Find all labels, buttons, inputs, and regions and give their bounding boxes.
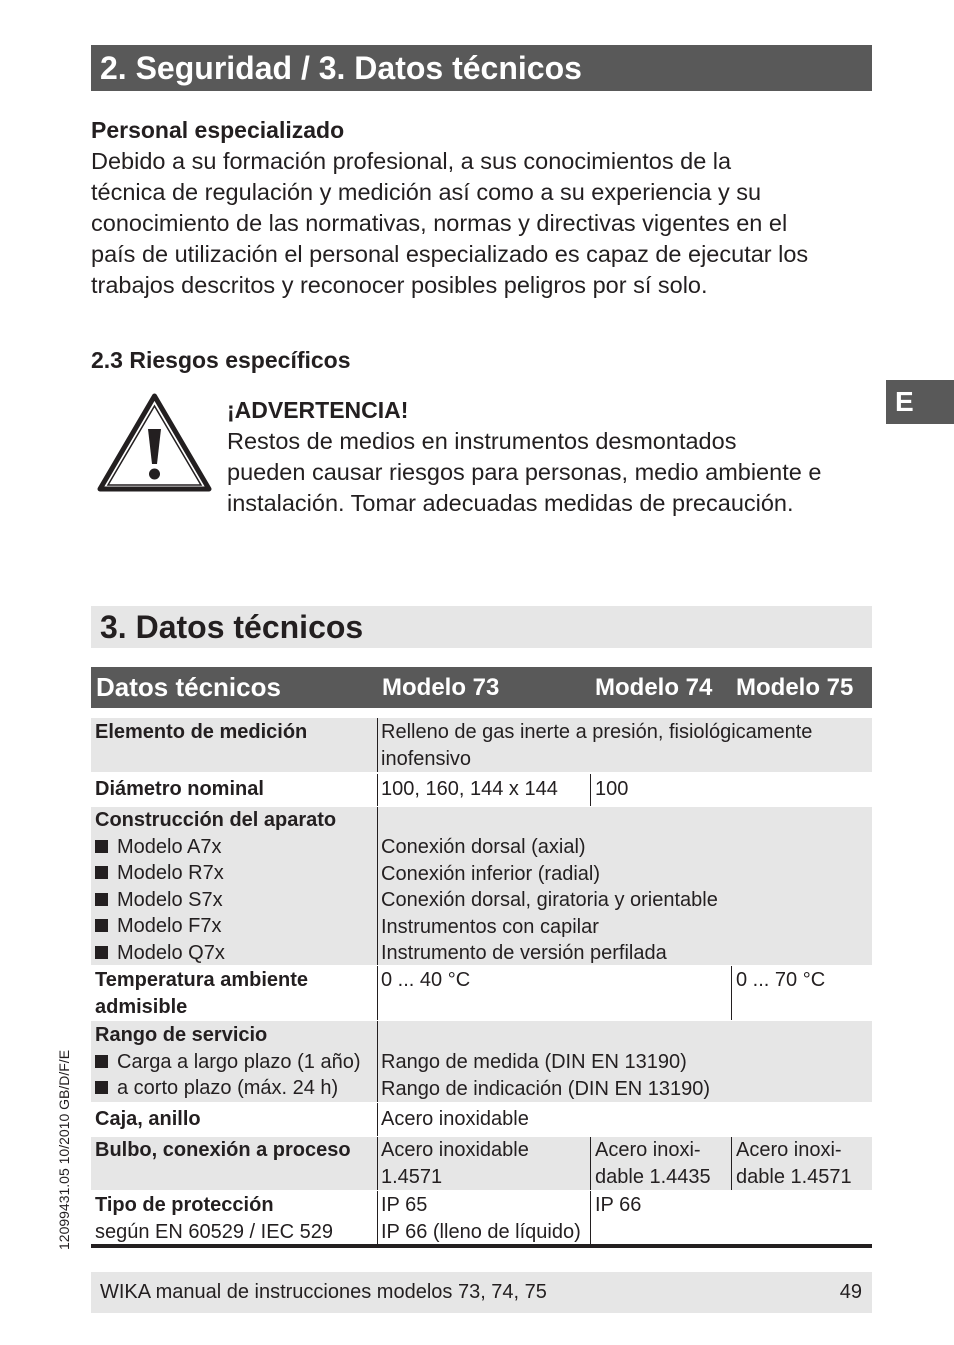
paragraph-line: conocimiento de las normativas, normas y directivas vigentes en el xyxy=(91,210,788,236)
value-line: Instrumento de versión perfilada xyxy=(381,942,667,964)
value-line: Rango de indicación (DIN EN 13190) xyxy=(381,1077,711,1100)
table-row xyxy=(91,718,872,772)
paragraph-line: técnica de regulación y medición así como a su experiencia y su xyxy=(91,179,762,205)
row-value: 100 xyxy=(595,778,629,800)
list-item xyxy=(95,1049,360,1076)
paragraph-line: Debido a su formación profesional, a sus conocimientos de la xyxy=(91,148,732,174)
value-line: Instrumentos con capilar xyxy=(381,915,599,938)
bullet-square-icon xyxy=(95,919,108,932)
section-heading-risks: 2.3 Riesgos específicos xyxy=(91,347,351,373)
row-label-text: Construcción del aparato xyxy=(95,809,337,831)
column-divider xyxy=(377,774,378,806)
page-number: 49 xyxy=(839,1281,862,1303)
bullet-square-icon xyxy=(95,840,108,853)
page-title: 2. Seguridad / 3. Datos técnicos xyxy=(91,45,872,91)
row-value xyxy=(736,1137,852,1190)
warning-triangle-icon xyxy=(97,393,212,493)
value-line: Conexión dorsal (axial) xyxy=(381,836,586,858)
header-datos-tecnicos: Datos técnicos xyxy=(96,672,281,702)
value-line: Acero inoxi- xyxy=(595,1139,701,1161)
row-label xyxy=(95,776,264,803)
table-row xyxy=(91,1021,872,1102)
value-line: 1.4571 xyxy=(381,1165,443,1188)
column-divider xyxy=(377,1137,378,1190)
list-item-text: Modelo Q7x xyxy=(117,941,225,964)
value-line: Conexión inferior (radial) xyxy=(381,862,600,885)
list-item xyxy=(95,834,336,861)
column-divider xyxy=(731,966,732,1020)
list-item-text: a corto plazo (máx. 24 h) xyxy=(117,1077,339,1099)
bullet-square-icon xyxy=(95,893,108,906)
warning-line: instalación. Tomar adecuadas medidas de precaución. xyxy=(227,490,794,516)
bullet-square-icon xyxy=(95,1081,108,1094)
row-value xyxy=(595,1137,711,1190)
list-item xyxy=(95,913,336,940)
column-divider xyxy=(377,1191,378,1244)
list-item xyxy=(95,887,336,914)
footer-text: WIKA manual de instrucciones modelos 73, 74, 75 xyxy=(100,1281,547,1303)
row-value: 0 ... 70 °C xyxy=(736,969,826,991)
row-label-text: Rango de servicio xyxy=(95,1024,268,1046)
table-row xyxy=(91,1137,872,1190)
language-tab: E xyxy=(886,380,954,424)
value-line: Rango de medida (DIN EN 13190) xyxy=(381,1051,687,1073)
list-item xyxy=(95,1075,360,1102)
list-item-text: Modelo R7x xyxy=(117,862,224,884)
column-divider xyxy=(377,718,378,772)
value-line: inofensivo xyxy=(381,747,472,770)
column-divider xyxy=(731,1137,732,1190)
table-row xyxy=(91,1103,872,1136)
footer xyxy=(91,1272,872,1313)
paragraph-line: trabajos descritos y reconocer posibles peligros por sí solo. xyxy=(91,272,708,298)
column-divider xyxy=(590,1191,591,1244)
column-divider xyxy=(377,1021,378,1102)
row-value: 100, 160, 144 x 144 xyxy=(381,778,558,800)
row-label xyxy=(95,807,336,966)
row-label-text: Tipo de protección xyxy=(95,1194,274,1216)
list-item-text: Modelo A7x xyxy=(117,835,222,858)
column-divider xyxy=(590,1137,591,1190)
row-label xyxy=(95,1022,360,1102)
document-code: 12099431.05 10/2010 GB/D/F/E xyxy=(56,1049,72,1250)
row-label-text: Temperatura ambiente xyxy=(95,969,309,991)
list-item-text: Modelo S7x xyxy=(117,888,223,911)
section-heading-personal: Personal especializado xyxy=(91,117,345,143)
row-value xyxy=(381,1192,581,1245)
column-divider xyxy=(377,807,378,965)
column-divider xyxy=(377,1103,378,1136)
warning-title: ¡ADVERTENCIA! xyxy=(227,397,409,423)
value-line: dable 1.4435 xyxy=(595,1165,711,1188)
list-item xyxy=(95,940,336,967)
list-item-text: Carga a largo plazo (1 año) xyxy=(117,1050,361,1073)
row-label-text: Diámetro nominal xyxy=(95,778,264,800)
row-label xyxy=(95,1137,351,1164)
bullet-square-icon xyxy=(95,866,108,879)
row-label xyxy=(95,719,307,746)
personal-paragraph xyxy=(91,146,881,301)
row-label xyxy=(95,967,308,1020)
list-item-text: Modelo F7x xyxy=(117,915,222,937)
table-bottom-rule xyxy=(91,1244,872,1248)
bullet-square-icon xyxy=(95,946,108,959)
row-value: IP 66 xyxy=(595,1194,642,1216)
value-line: Conexión dorsal, giratoria y orientable xyxy=(381,889,718,911)
section-heading-tech: 3. Datos técnicos xyxy=(91,606,872,648)
row-label xyxy=(95,1192,333,1245)
header-modelo-74: Modelo 74 xyxy=(595,674,713,701)
warning-line: Restos de medios en instrumentos desmontados xyxy=(227,428,737,454)
table-header xyxy=(91,667,872,708)
row-value xyxy=(381,1049,710,1102)
row-value xyxy=(381,719,812,772)
value-line: Acero inoxidable xyxy=(381,1139,529,1161)
header-modelo-73: Modelo 73 xyxy=(382,674,500,701)
row-sublabel: según EN 60529 / IEC 529 xyxy=(95,1220,333,1243)
row-value xyxy=(381,1137,529,1190)
warning-line: pueden causar riesgos para personas, medio ambiente e xyxy=(227,459,822,485)
table-row xyxy=(91,774,872,806)
row-value: 0 ... 40 °C xyxy=(381,969,471,991)
value-line: IP 65 xyxy=(381,1194,428,1216)
row-label-text: Caja, anillo xyxy=(95,1108,201,1130)
list-item xyxy=(95,860,336,887)
value-line: Relleno de gas inerte a presión, fisiológicamente xyxy=(381,721,813,743)
value-line: dable 1.4571 xyxy=(736,1165,852,1188)
table-row xyxy=(91,807,872,965)
row-label xyxy=(95,1106,201,1133)
header-modelo-75: Modelo 75 xyxy=(736,674,854,701)
bullet-square-icon xyxy=(95,1055,108,1068)
warning-text xyxy=(227,426,877,519)
row-value xyxy=(381,834,718,967)
table-row xyxy=(91,966,872,1020)
row-label-text: Elemento de medición xyxy=(95,721,308,743)
column-divider xyxy=(377,966,378,1020)
row-label-text: Bulbo, conexión a proceso xyxy=(95,1139,351,1161)
row-label-text: admisible xyxy=(95,995,188,1018)
paragraph-line: país de utilización el personal especializado es capaz de ejecutar los xyxy=(91,241,809,267)
row-value: Acero inoxidable xyxy=(381,1108,529,1130)
table-row xyxy=(91,1191,872,1244)
value-line: Acero inoxi- xyxy=(736,1139,842,1161)
value-line: IP 66 (lleno de líquido) xyxy=(381,1220,581,1243)
column-divider xyxy=(590,774,591,806)
